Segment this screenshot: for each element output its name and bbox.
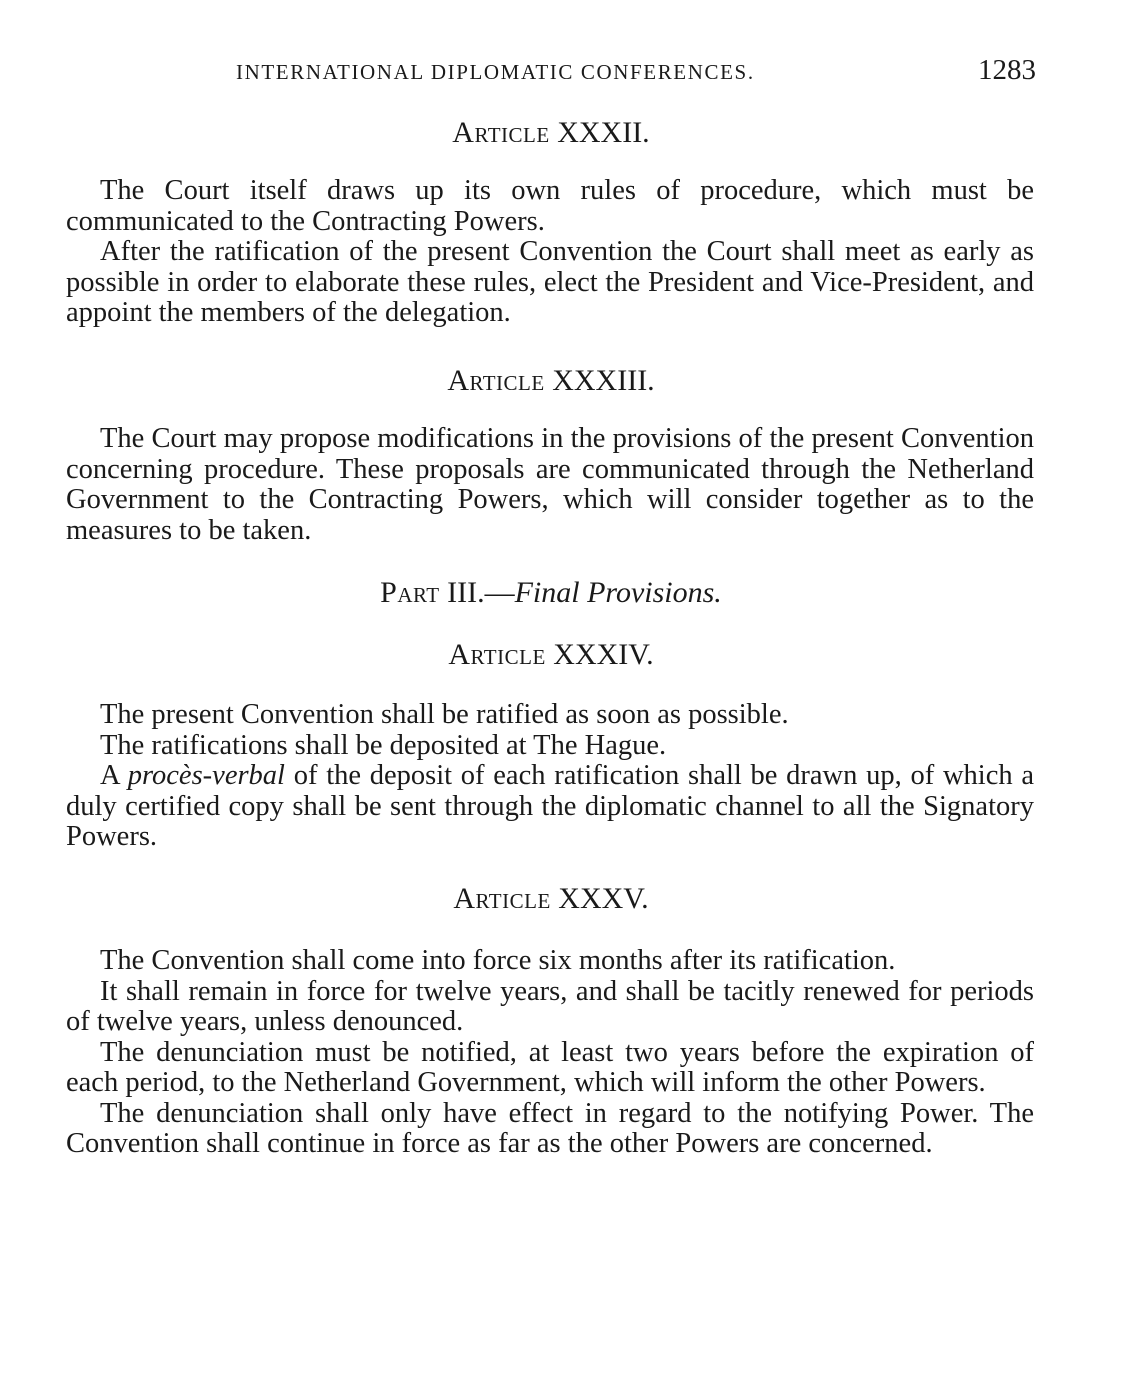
article-32-heading xyxy=(66,116,1036,150)
article-35-paragraph-4: The denunciation shall only have effect in regard to the notifying Power. The Convention shall continue in force as far as the other Powers are concerned. xyxy=(66,1097,1034,1159)
article-35-heading xyxy=(66,882,1036,916)
article-33-heading-number: XXXIII. xyxy=(552,364,655,397)
page-number: 1283 xyxy=(978,54,1036,86)
article-35-heading-number: XXXV. xyxy=(558,882,649,915)
part-3-heading xyxy=(66,576,1036,610)
article-33-heading xyxy=(66,364,1036,398)
article-32-heading-prefix: Article xyxy=(452,116,550,149)
article-32-heading-number: XXXII. xyxy=(557,116,650,149)
running-head xyxy=(66,56,1036,88)
part-3-heading-prefix: Part xyxy=(380,576,440,609)
part-3-heading-title: Final Provisions. xyxy=(514,576,722,609)
article-34-paragraph-3 xyxy=(66,761,1034,853)
article-34-paragraph-1: The present Convention shall be ratified as soon as possible. xyxy=(100,699,789,730)
article-33-heading-prefix: Article xyxy=(447,364,545,397)
article-34-heading-number: XXXIV. xyxy=(553,638,654,671)
article-32-text xyxy=(66,176,1034,329)
article-34-paragraph-3-rest: of the deposit of each ratification shall be drawn up, of which a duly certified copy shall be sent through the diplomatic channel to all the Signatory Powers. xyxy=(66,760,1034,852)
article-32-paragraph-1: The Court itself draws up its own rules of procedure, which must be communicated to the Contracting Powers. xyxy=(66,175,1034,237)
article-35-paragraph-1: The Convention shall come into force six months after its ratification. xyxy=(100,945,896,976)
article-34-heading-prefix: Article xyxy=(448,638,546,671)
part-3-heading-number: III.— xyxy=(447,576,515,609)
article-33-paragraph-1: The Court may propose modifications in the provisions of the present Convention concerning procedure. These proposals are communicated through the Netherland Government to the Contracting Powers, which will consider together as to the measures to be taken. xyxy=(66,423,1034,546)
article-32-paragraph-2: After the ratification of the present Convention the Court shall meet as early as possible in order to elaborate these rules, elect the President and Vice-President, and appoint the members of the delegation. xyxy=(66,236,1034,328)
article-35-paragraph-3: The denunciation must be notified, at least two years before the expiration of each period, to the Netherland Government, which will inform the other Powers. xyxy=(66,1036,1034,1098)
article-34-paragraph-3-italic: procès-verbal xyxy=(127,760,285,791)
article-33-text xyxy=(66,424,1034,546)
article-35-heading-prefix: Article xyxy=(453,882,551,915)
article-34-paragraph-2: The ratifications shall be deposited at The Hague. xyxy=(100,729,667,761)
article-35-paragraph-2: It shall remain in force for twelve years, and shall be tacitly renewed for periods of twelve years, unless denounced. xyxy=(66,975,1034,1037)
running-title: INTERNATIONAL DIPLOMATIC CONFERENCES. xyxy=(236,60,755,84)
article-34-text xyxy=(66,700,1034,853)
article-35-text xyxy=(66,946,1034,1160)
article-34-paragraph-3-start: A xyxy=(100,760,128,791)
article-34-heading xyxy=(66,638,1036,672)
